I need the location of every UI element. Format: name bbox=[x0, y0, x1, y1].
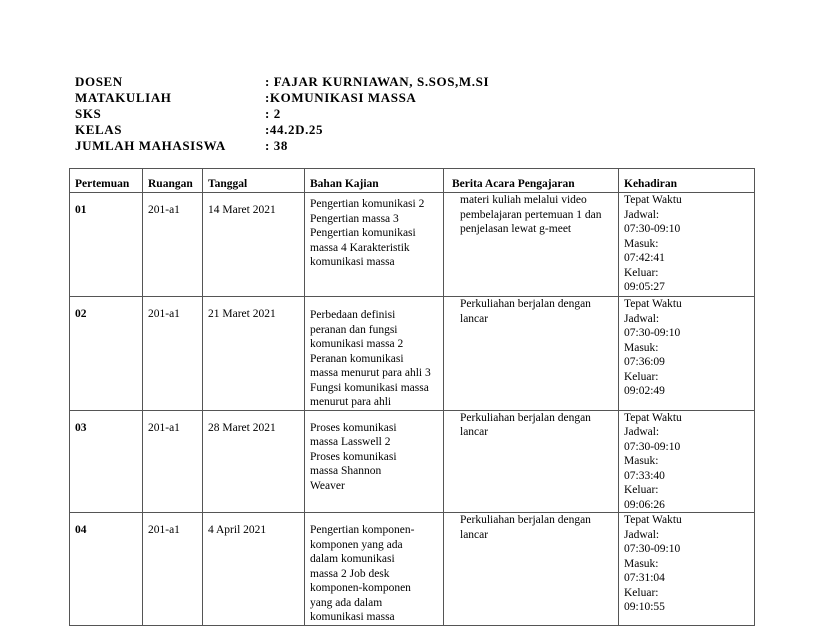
kelas-value: :44.2D.25 bbox=[265, 122, 324, 137]
column-header-pertemuan: Pertemuan bbox=[70, 169, 143, 193]
tanggal-cell: 4 April 2021 bbox=[203, 513, 305, 626]
jumlah-mahasiswa-label: JUMLAH MAHASISWA bbox=[75, 138, 226, 153]
table-row bbox=[70, 193, 755, 297]
berita-acara-cell: Perkuliahan berjalan dengan lancar bbox=[444, 410, 619, 513]
table-row bbox=[70, 410, 755, 513]
bahan-kajian-cell: Pengertian komunikasi 2 Pengertian massa 3 Pengertian komunikasi massa 4 Karakteristik komunikasi massa bbox=[305, 193, 444, 297]
column-header-ruangan: Ruangan bbox=[143, 169, 203, 193]
sks-row bbox=[75, 106, 595, 122]
lecture-log-table bbox=[69, 168, 755, 626]
table-row bbox=[70, 297, 755, 411]
bahan-kajian-cell: Perbedaan definisi peranan dan fungsi komunikasi massa 2 Peranan komunikasi massa menurut para ahli 3 Fungsi komunikasi massa menurut para ahli bbox=[305, 297, 444, 411]
bahan-kajian-cell: Pengertian komponen- komponen yang ada dalam komunikasi massa 2 Job desk komponen-komponen yang ada dalam komunikasi massa bbox=[305, 513, 444, 626]
kehadiran-cell: Tepat Waktu Jadwal: 07:30-09:10 Masuk: 07:31:04 Keluar: 09:10:55 bbox=[619, 513, 755, 626]
sks-label: SKS bbox=[75, 106, 102, 121]
pertemuan-cell: 03 bbox=[70, 410, 143, 513]
kelas-label: KELAS bbox=[75, 122, 123, 137]
ruangan-cell: 201-a1 bbox=[143, 193, 203, 297]
pertemuan-cell: 04 bbox=[70, 513, 143, 626]
matakuliah-label: MATAKULIAH bbox=[75, 90, 172, 105]
pertemuan-cell: 02 bbox=[70, 297, 143, 411]
ruangan-cell: 201-a1 bbox=[143, 297, 203, 411]
dosen-label: DOSEN bbox=[75, 74, 123, 89]
jumlah-mahasiswa-row bbox=[75, 138, 595, 154]
kehadiran-cell: Tepat Waktu Jadwal: 07:30-09:10 Masuk: 07:36:09 Keluar: 09:02:49 bbox=[619, 297, 755, 411]
column-header-bahan-kajian: Bahan Kajian bbox=[305, 169, 444, 193]
jumlah-mahasiswa-value: : 38 bbox=[265, 138, 288, 153]
bahan-kajian-cell: Proses komunikasi massa Lasswell 2 Proses komunikasi massa Shannon Weaver bbox=[305, 410, 444, 513]
berita-acara-cell: Perkuliahan berjalan dengan lancar bbox=[444, 513, 619, 626]
table-header-row bbox=[70, 169, 755, 193]
matakuliah-value: :KOMUNIKASI MASSA bbox=[265, 90, 417, 105]
dosen-value: : FAJAR KURNIAWAN, S.SOS,M.SI bbox=[265, 74, 490, 89]
kehadiran-cell: Tepat Waktu Jadwal: 07:30-09:10 Masuk: 07:33:40 Keluar: 09:06:26 bbox=[619, 410, 755, 513]
pertemuan-cell: 01 bbox=[70, 193, 143, 297]
column-header-tanggal: Tanggal bbox=[203, 169, 305, 193]
tanggal-cell: 28 Maret 2021 bbox=[203, 410, 305, 513]
sks-value: : 2 bbox=[265, 106, 281, 121]
course-info-header bbox=[75, 74, 595, 154]
kelas-row bbox=[75, 122, 595, 138]
dosen-row bbox=[75, 74, 595, 90]
column-header-kehadiran: Kehadiran bbox=[619, 169, 755, 193]
table-row bbox=[70, 513, 755, 626]
berita-acara-cell: materi kuliah melalui video pembelajaran pertemuan 1 dan penjelasan lewat g-meet bbox=[444, 193, 619, 297]
column-header-berita-acara: Berita Acara Pengajaran bbox=[444, 169, 619, 193]
kehadiran-cell: Tepat Waktu Jadwal: 07:30-09:10 Masuk: 07:42:41 Keluar: 09:05:27 bbox=[619, 193, 755, 297]
tanggal-cell: 21 Maret 2021 bbox=[203, 297, 305, 411]
ruangan-cell: 201-a1 bbox=[143, 410, 203, 513]
berita-acara-cell: Perkuliahan berjalan dengan lancar bbox=[444, 297, 619, 411]
ruangan-cell: 201-a1 bbox=[143, 513, 203, 626]
tanggal-cell: 14 Maret 2021 bbox=[203, 193, 305, 297]
matakuliah-row bbox=[75, 90, 595, 106]
